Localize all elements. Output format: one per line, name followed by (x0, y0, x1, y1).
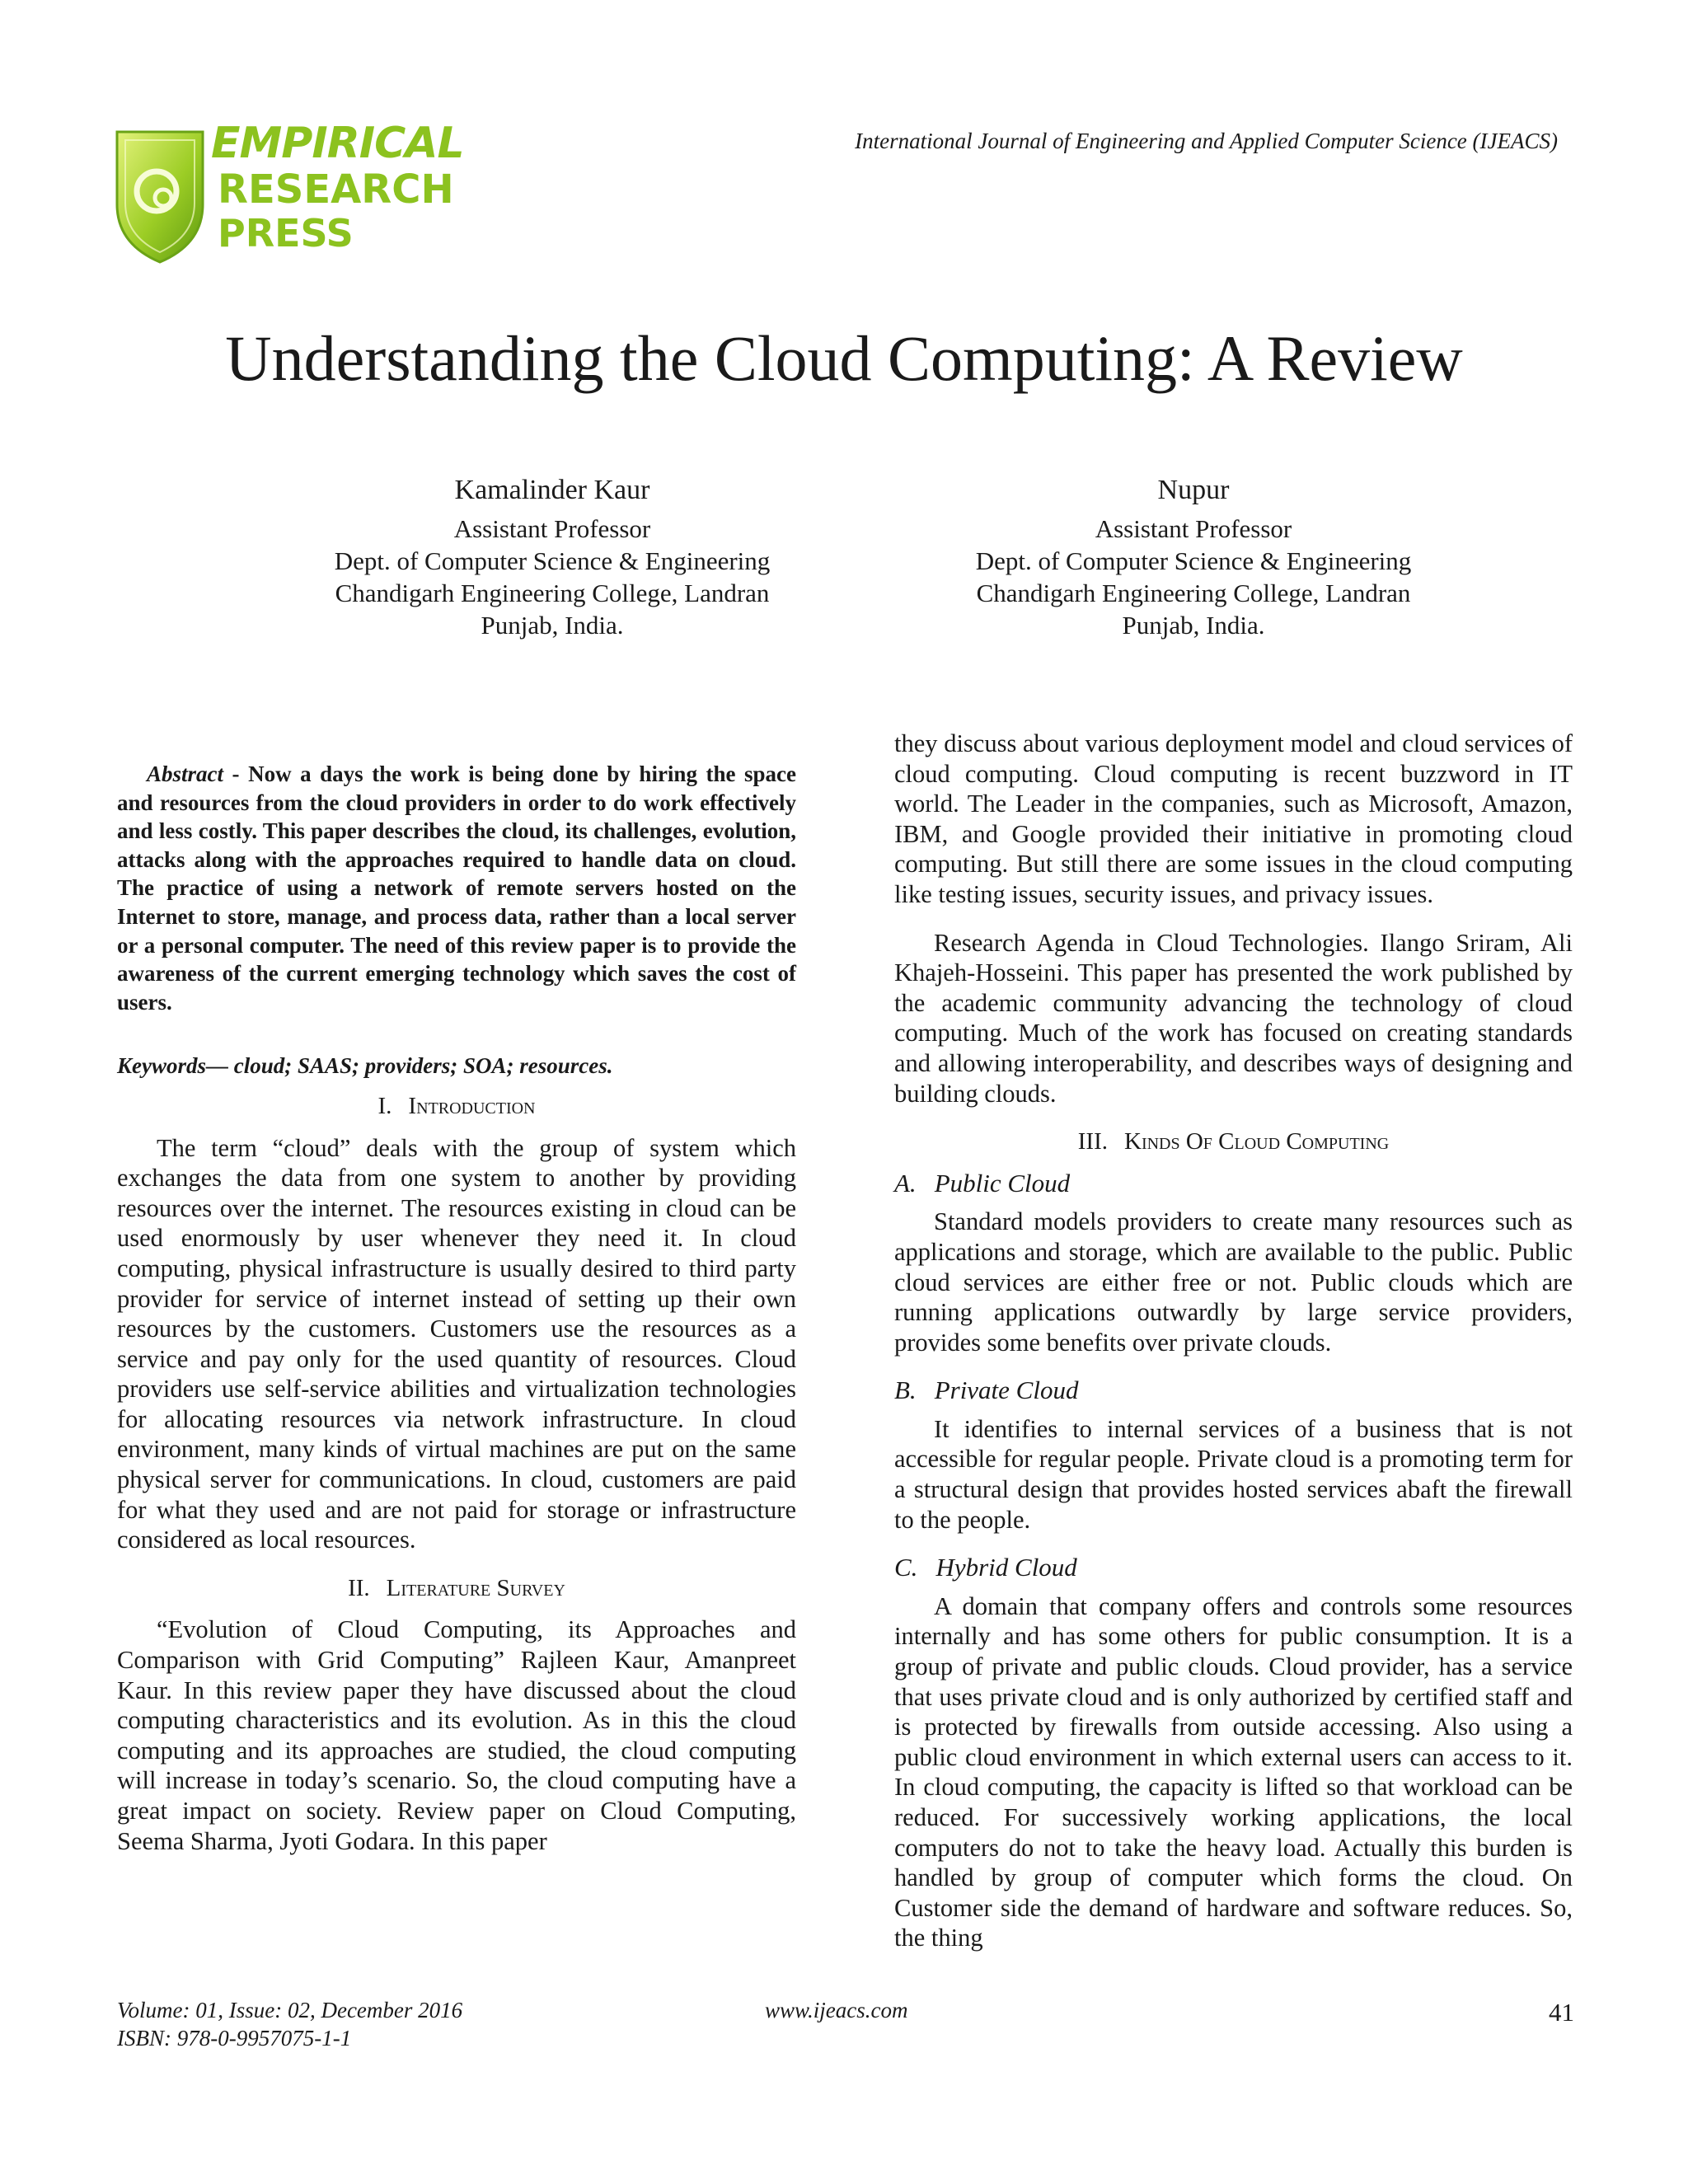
section-heading-introduction (117, 1091, 796, 1122)
author-name: Kamalinder Kaur (454, 475, 650, 505)
subsection-letter: C. (894, 1553, 918, 1582)
author-college: Chandigarh Engineering College, Landran (976, 579, 1411, 607)
logo-word-press: PRESS (218, 211, 354, 255)
subsection-heading-private-cloud (894, 1376, 1573, 1406)
section-title: Literature Survey (386, 1574, 565, 1601)
paragraph-private-cloud: It identifies to internal services of a business that is not accessible for regular people. Private cloud is a promoting term for a structural design that provides hosted services abaft the firewall to the people. (894, 1414, 1573, 1534)
paragraph-literature-1: “Evolution of Cloud Computing, its Approaches and Comparison with Grid Computing” Rajleen Kaur, Amanpreet Kaur. In this review paper they have discussed about the cloud computing characteristics and its evolution. As in this the cloud computing and its approaches are studied, the cloud computing will increase in today’s scenario. So, the cloud computing have a great impact on society. Review paper on Cloud Computing, Seema Sharma, Jyoti Godara. In this paper (117, 1615, 796, 1855)
section-title: Introduction (408, 1092, 536, 1119)
paragraph-literature-1-continued: they discuss about various deployment model and cloud services of cloud computing. Cloud computing is recent buzzword in IT world. The Leader in the companies, such as Microsoft, Amazon, IBM, and Google provided their initiative in promoting cloud computing. But still there are some issues in the cloud computing like testing issues, security issues, and privacy issues. (894, 729, 1573, 908)
right-column (894, 729, 1573, 1953)
paragraph-hybrid-cloud: A domain that company offers and controls some resources internally and has some others for public consumption. It is a group of private and public clouds. Cloud provider, has a service that uses private cloud and is only authorized by certified staff and is protected by firewalls from outside accessing. Also using a public cloud environment in which external users can access to it. In cloud computing, the capacity is lifted so that workload can be reduced. For successively working applications, the local computers do not to take the heavy load. Actually this burden is handled by group of computer which forms the cloud. On Customer side the demand of hardware and software reduces. So, the thing (894, 1591, 1573, 1952)
section-heading-kinds-of-cloud (894, 1127, 1573, 1157)
section-number: I. (377, 1092, 392, 1119)
author-name: Nupur (1157, 475, 1230, 505)
author-dept: Dept. of Computer Science & Engineering (334, 546, 771, 575)
subsection-title: Hybrid Cloud (935, 1553, 1077, 1582)
section-heading-literature-survey (117, 1573, 796, 1604)
keywords: Keywords— cloud; SAAS; providers; SOA; resources. (117, 1053, 613, 1079)
author-location: Punjab, India. (481, 611, 624, 640)
section-number: II. (348, 1574, 370, 1601)
subsection-heading-hybrid-cloud (894, 1553, 1573, 1583)
abstract-text: - Now a days the work is being done by hiring the space and resources from the cloud providers in order to do work effectively and less costly. This paper describes the cloud, its challenges, evolution, attacks along with the approaches required to handle data on cloud. The practice of using a network of remote servers hosted on the Internet to store, manage, and process data, rather than a local server or a personal computer. The need of this review paper is to provide the awareness of the current emerging technology which saves the cost of users. (117, 762, 796, 1015)
section-number: III. (1077, 1128, 1108, 1155)
abstract (117, 760, 796, 1016)
paragraph-public-cloud: Standard models providers to create many resources such as applications and storage, which are available to the public. Public cloud services are either free or not. Public clouds which are running applications outwardly by large service providers, provides some benefits over private clouds. (894, 1207, 1573, 1357)
shield-icon (114, 129, 206, 265)
page-number: 41 (1549, 1998, 1574, 2027)
section-title: Kinds Of Cloud Computing (1124, 1128, 1390, 1155)
paper-title: Understanding the Cloud Computing: A Review (225, 322, 1463, 394)
left-column (117, 760, 796, 1856)
footer-volume: Volume: 01, Issue: 02, December 2016 (117, 1998, 463, 2022)
paragraph-introduction: The term “cloud” deals with the group of system which exchanges the data from one system to another by providing resources over the internet. The resources existing in cloud can be used enormously by user whenever they need it. In cloud computing, physical infrastructure is usually desired to third party provider for service of internet instead of setting up their own resources by the customers. Customers use the resources as a service and pay only for the used quantity of resources. Cloud providers use self-service abilities and virtualization technologies for allocating resources via network infrastructure. In cloud environment, many kinds of virtual machines are put on the same physical server for communications. In cloud, customers are paid for what they used and are not paid for storage or infrastructure considered as local resources. (117, 1133, 796, 1554)
logo-word-research: RESEARCH (218, 166, 454, 213)
author-college: Chandigarh Engineering College, Landran (335, 579, 770, 607)
author-position: Assistant Professor (453, 514, 651, 543)
author-block-2 (905, 474, 1482, 641)
logo-word-empirical: EMPIRICAL (211, 119, 464, 168)
subsection-letter: A. (894, 1168, 917, 1197)
abstract-label: Abstract (147, 762, 224, 786)
subsection-letter: B. (894, 1376, 917, 1405)
subsection-title: Private Cloud (934, 1376, 1079, 1405)
paragraph-literature-2: Research Agenda in Cloud Technologies. Ilango Sriram, Ali Khajeh-Hosseini. This paper has presented the work published by the academic community advancing the technology of cloud computing. Much of the work has focused on creating standards and allowing interoperability, and describes ways of designing and building clouds. (894, 928, 1573, 1108)
footer-url[interactable]: www.ijeacs.com (765, 1998, 908, 2022)
subsection-heading-public-cloud (894, 1169, 1573, 1199)
footer-isbn: ISBN: 978-0-9957075-1-1 (117, 2026, 352, 2050)
journal-name: International Journal of Engineering and Applied Computer Science (IJEACS) (855, 129, 1558, 153)
publisher-logo (114, 119, 464, 270)
author-position: Assistant Professor (1095, 514, 1292, 543)
author-dept: Dept. of Computer Science & Engineering (975, 546, 1412, 575)
author-location: Punjab, India. (1122, 611, 1265, 640)
subsection-title: Public Cloud (934, 1168, 1071, 1197)
author-block-1 (264, 474, 841, 641)
